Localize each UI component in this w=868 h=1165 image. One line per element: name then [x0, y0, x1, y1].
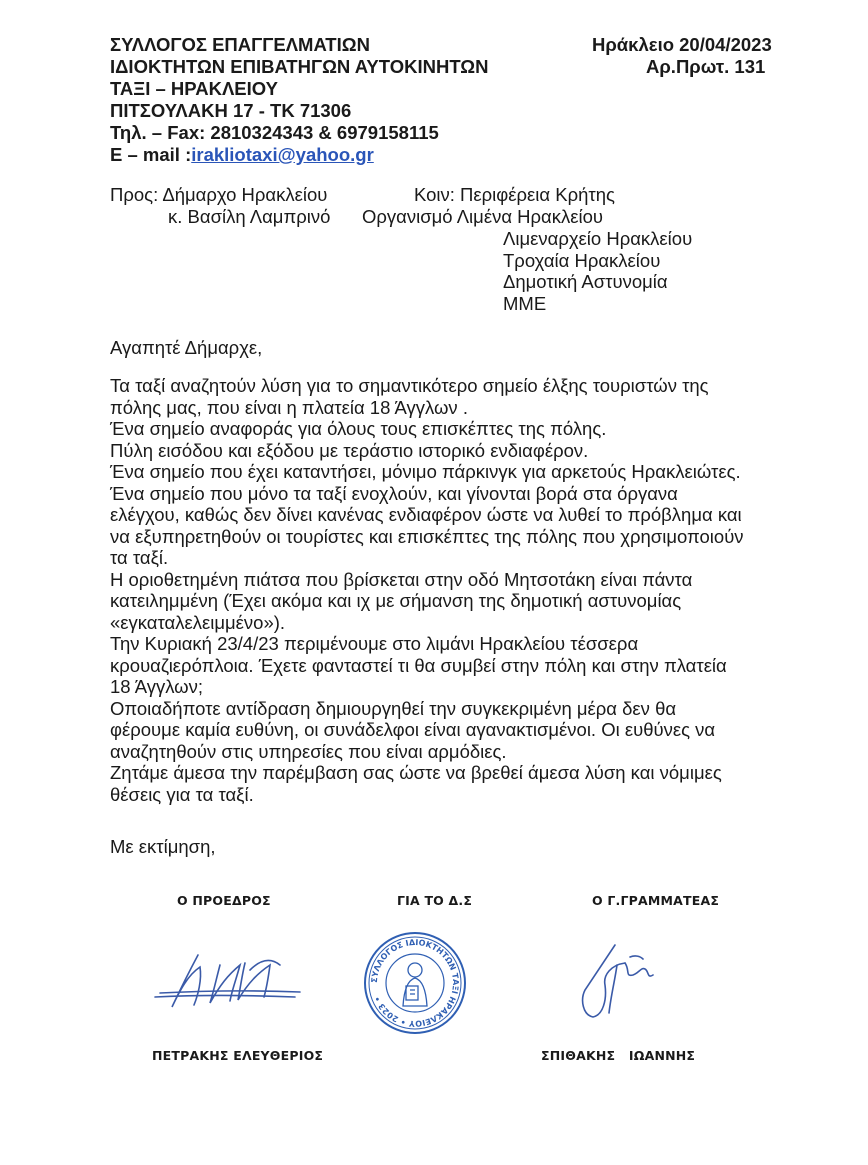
- cc-recipient: Λιμεναρχείο Ηρακλείου: [503, 228, 693, 249]
- body-line: Ένα σημείο που έχει καταντήσει, μόνιμο πάρκινγκ για αρκετούς Ηρακλειώτες.: [110, 461, 741, 482]
- secretary-title: Ο Γ.ΓΡΑΜΜΑΤΕΑΣ: [592, 893, 720, 908]
- sender-line: ΣΥΛΛΟΓΟΣ ΕΠΑΓΓΕΛΜΑΤΙΩΝ: [110, 34, 370, 55]
- email-link[interactable]: irakliotaxi@yahoo.gr: [191, 144, 374, 165]
- body-line: Την Κυριακή 23/4/23 περιμένουμε στο λιμάνι Ηρακλείου τέσσερα: [110, 633, 639, 654]
- body-line: 18 Άγγλων;: [110, 676, 204, 697]
- cc-recipient: Τροχαία Ηρακλείου: [503, 250, 661, 271]
- to-recipient: Προς: Δήμαρχο Ηρακλείου: [110, 184, 328, 205]
- letter-body: [110, 375, 830, 805]
- body-line: Τα ταξί αναζητούν λύση για το σημαντικότερο σημείο έλξης τουριστών της: [110, 375, 709, 396]
- body-line: να εξυπηρετηθούν οι τουρίστες και επισκέπτες της πόλης που χρησιμοποιούν: [110, 525, 744, 547]
- email-label: E – mail :: [110, 144, 192, 165]
- sender-line: ΙΔΙΟΚΤΗΤΩΝ ΕΠΙΒΑΤΗΓΩΝ ΑΥΤΟΚΙΝΗΤΩΝ: [110, 56, 489, 77]
- body-line: κατειλημμένη (Έχει ακόμα και ιχ με σήμανση της δημοτική αστυνομίας: [110, 590, 682, 611]
- body-line: αναζητηθούν στις υπηρεσίες που είναι αρμόδιες.: [110, 740, 507, 762]
- body-line: Η οριοθετημένη πιάτσα που βρίσκεται στην οδό Μητσοτάκη είναι πάντα: [110, 568, 693, 590]
- svg-text:ΣΥΛΛΟΓΟΣ ΙΔΙΟΚΤΗΤΩΝ ΤΑΞΙ ΗΡΑΚΛ: [370, 938, 460, 1028]
- salutation: Αγαπητέ Δήμαρχε,: [110, 337, 263, 358]
- secretary-signature: [555, 935, 675, 1030]
- president-name: ΠΕΤΡΑΚΗΣ ΕΛΕΥΘΕΡΙΟΣ: [152, 1048, 324, 1063]
- sender-block: [110, 34, 489, 166]
- body-line: ελέγχου, καθώς δεν δίνει κανένας ενδιαφέρον ώστε να λυθεί το πρόβλημα και: [110, 504, 742, 525]
- to-recipient-name: κ. Βασίλη Λαμπρινό: [168, 206, 331, 227]
- body-line: Ένα σημείο που μόνο τα ταξί ενοχλούν, και γίνονται βορά στα όργανα: [110, 482, 678, 504]
- body-line: Ζητάμε άμεσα την παρέμβαση σας ώστε να βρεθεί άμεσα λύση και νόμιμες: [110, 762, 722, 783]
- secretary-name: ΣΠΙΘΑΚΗΣ ΙΩΑΝΝΗΣ: [541, 1048, 696, 1063]
- body-line: τα ταξί.: [110, 547, 169, 568]
- cc-recipient: ΜΜΕ: [503, 293, 547, 314]
- board-title: ΓΙΑ ΤΟ Δ.Σ: [397, 893, 473, 908]
- body-line: φέρουμε καμία ευθύνη, οι συνάδελφοι είναι αγανακτισμένοι. Οι ευθύνες να: [110, 719, 716, 740]
- protocol-number: Αρ.Πρωτ. 131: [646, 56, 766, 77]
- closing: Με εκτίμηση,: [110, 836, 216, 857]
- body-line: Ένα σημείο αναφοράς για όλους τους επισκέπτες της πόλης.: [110, 418, 607, 439]
- sender-line: ΤΑΞΙ – ΗΡΑΚΛΕΙΟΥ: [110, 78, 278, 99]
- body-line: κρουαζιερόπλοια. Έχετε φανταστεί τι θα συμβεί στην πόλη και στην πλατεία: [110, 654, 727, 676]
- body-line: Οποιαδήποτε αντίδραση δημιουργηθεί την συγκεκριμένη μέρα δεν θα: [110, 697, 677, 719]
- sender-address: ΠΙΤΣΟΥΛΑΚΗ 17 - ΤΚ 71306: [110, 100, 352, 121]
- sender-email-row: [110, 144, 489, 166]
- place-date: Ηράκλειο 20/04/2023: [592, 34, 772, 55]
- cc-recipient: Κοιν: Περιφέρεια Κρήτης: [414, 184, 615, 205]
- association-stamp: [360, 928, 470, 1038]
- sender-phone: Τηλ. – Fax: 2810324343 & 6979158115: [110, 122, 439, 143]
- body-line: Πύλη εισόδου και εξόδου με τεράστιο ιστορικό ενδιαφέρον.: [110, 439, 589, 461]
- president-title: Ο ΠΡΟΕΔΡΟΣ: [177, 893, 271, 908]
- body-line: «εγκαταλελειμμένο»).: [110, 611, 286, 633]
- stamp-text: ΣΥΛΛΟΓΟΣ ΙΔΙΟΚΤΗΤΩΝ ΤΑΞΙ ΗΡΑΚΛΕΙΟΥ • 2023 •: [369, 937, 461, 1029]
- cc-recipient: Δημοτική Αστυνομία: [503, 271, 668, 292]
- body-line: πόλης μας, που είναι η πλατεία 18 Άγγλων .: [110, 396, 468, 418]
- president-signature: [150, 935, 310, 1020]
- body-line: θέσεις για τα ταξί.: [110, 783, 254, 805]
- cc-recipient: Οργανισμό Λιμένα Ηρακλείου: [362, 206, 604, 227]
